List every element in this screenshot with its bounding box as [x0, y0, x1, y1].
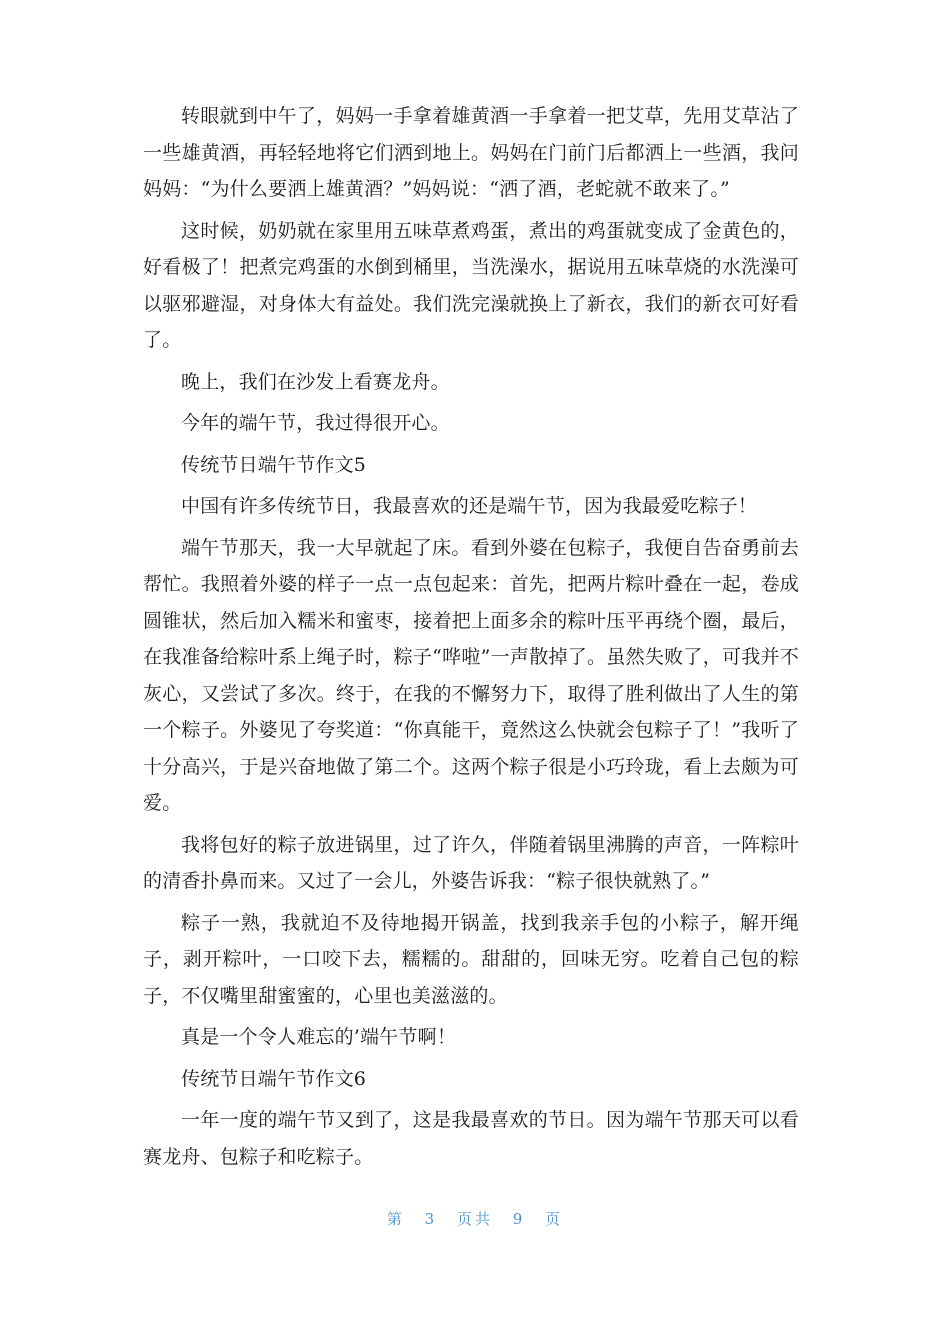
section-heading: 传统节日端午节作文6 — [181, 1067, 367, 1090]
paragraph: 我将包好的粽子放进锅里，过了许久，伴随着锅里沸腾的声音，一阵粽叶的清香扑鼻而来。又过了一会儿，外婆告诉我：“粽子很快就熟了。” — [143, 833, 799, 892]
paragraph: 今年的端午节，我过得很开心。 — [181, 412, 450, 434]
page-of-label: 页共 — [456, 1210, 493, 1228]
section-heading: 传统节日端午节作文5 — [181, 453, 367, 476]
paragraph: 粽子一熟，我就迫不及待地揭开锅盖，找到我亲手包的小粽子，解开绳子，剥开粽叶，一口咬下去，糯糯的。甜甜的，回味无穷。吃着自己包的粽子，不仅嘴里甜蜜蜜的，心里也美滋滋的。 — [143, 911, 799, 1007]
page-label: 第 — [386, 1210, 405, 1228]
page-footer — [0, 1208, 950, 1229]
paragraph: 一年一度的端午节又到了，这是我最喜欢的节日。因为端午节那天可以看赛龙舟、包粽子和吃粽子。 — [143, 1109, 799, 1168]
current-page-number: 3 — [424, 1210, 438, 1228]
paragraph: 晚上，我们在沙发上看赛龙舟。 — [181, 370, 450, 393]
paragraph: 中国有许多传统节日，我最喜欢的还是端午节，因为我最爱吃粽子！ — [181, 495, 758, 517]
total-pages-number: 9 — [512, 1210, 526, 1228]
paragraph: 这时候，奶奶就在家里用五味草煮鸡蛋，煮出的鸡蛋就变成了金黄色的，好看极了！把煮完鸡蛋的水倒到桶里，当洗澡水，据说用五味草烧的水洗澡可以驱邪避湿，对身体大有益处。我们洗完澡就换上了新衣，我们的新衣可好看了。 — [143, 219, 799, 351]
page-end-label: 页 — [545, 1210, 564, 1228]
paragraph: 端午节那天，我一大早就起了床。看到外婆在包粽子，我便自告奋勇前去帮忙。我照着外婆的样子一点一点包起来：首先，把两片粽叶叠在一起，卷成圆锥状，然后加入糯米和蜜枣，接着把上面多余的粽叶压平再绕个圈，最后，在我准备给粽叶系上绳子时，粽子“哗啦”一声散掉了。虽然失败了，可我并不灰心，又尝试了多次。终于，在我的不懈努力下，取得了胜利做出了人生的第一个粽子。外婆见了夸奖道：“你真能干，竟然这么快就会包粽子了！”我听了十分高兴，于是兴奋地做了第二个。这两个粽子很是小巧玲珑，看上去颇为可爱。 — [143, 536, 799, 814]
document-body — [143, 98, 799, 1180]
paragraph: 转眼就到中午了，妈妈一手拿着雄黄酒一手拿着一把艾草，先用艾草沾了一些雄黄酒，再轻轻地将它们洒到地上。妈妈在门前门后都洒上一些酒，我问妈妈：“为什么要洒上雄黄酒？”妈妈说：“洒了酒，老蛇就不敢来了。” — [143, 105, 799, 200]
paragraph: 真是一个令人难忘的’端午节啊！ — [181, 1026, 457, 1048]
